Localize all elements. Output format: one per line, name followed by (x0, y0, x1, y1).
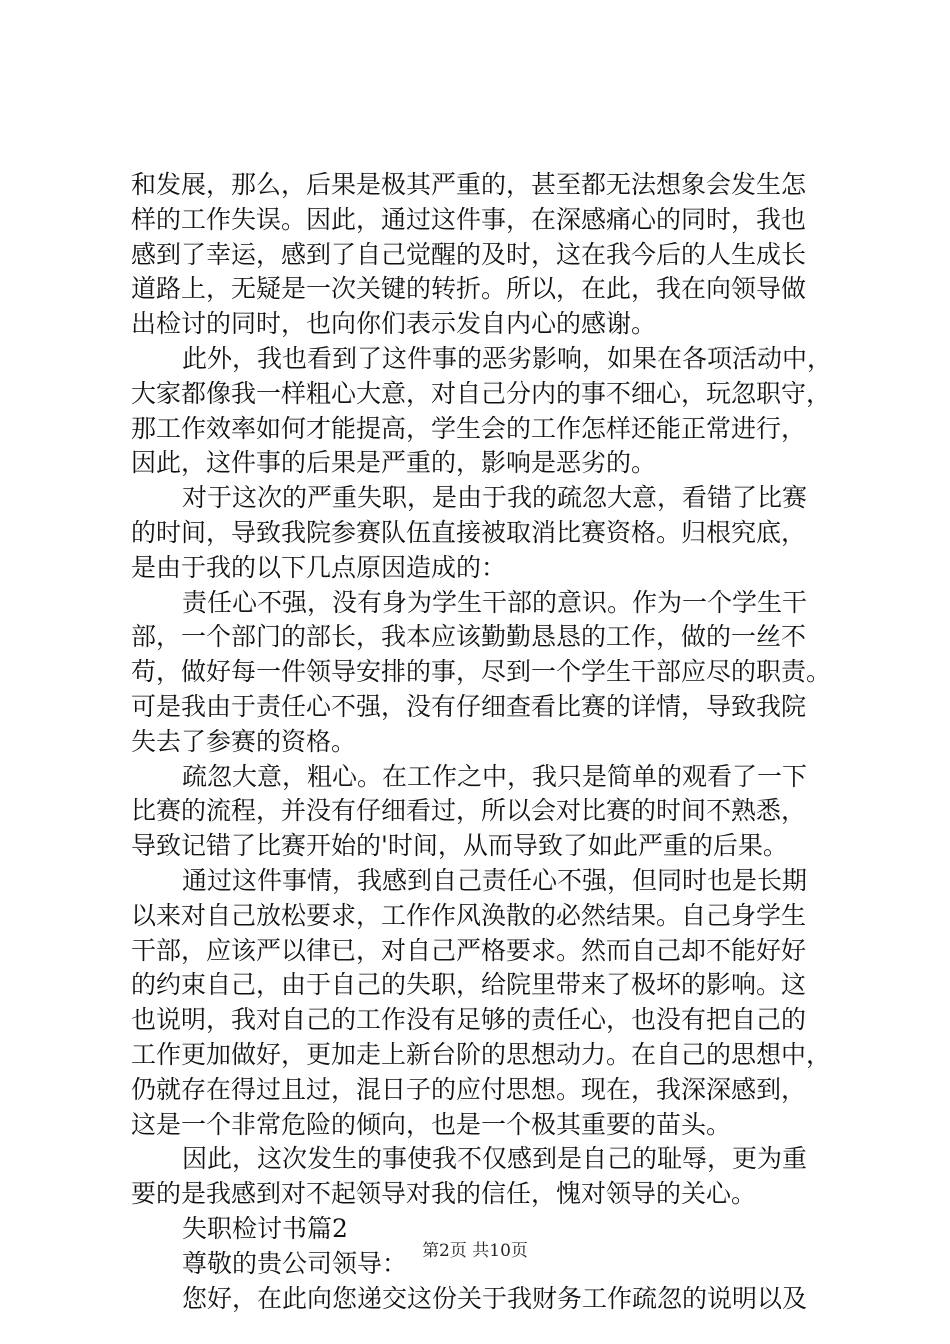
text-line: 要的是我感到对不起领导对我的信任，愧对领导的关心。 (131, 1179, 757, 1209)
document-body (131, 168, 831, 1316)
text-line: 部，一个部门的部长，我本应该勤勤恳恳的工作，做的一丝不 (131, 622, 807, 652)
text-line: 比赛的流程，并没有仔细看过，所以会对比赛的时间不熟悉， (131, 796, 807, 826)
text-line: 感到了幸运，感到了自己觉醒的及时，这在我今后的人生成长 (131, 239, 807, 269)
text-line: 大家都像我一样粗心大意，对自己分内的事不细心，玩忽职守， (131, 378, 832, 408)
text-line: 苟，做好每一件领导安排的事，尽到一个学生干部应尽的职责。 (131, 657, 832, 687)
text-line: 和发展，那么，后果是极其严重的，甚至都无法想象会发生怎 (131, 170, 807, 199)
paragraph-start-line: 对于这次的严重失职，是由于我的疏忽大意，看错了比赛 (182, 483, 808, 513)
text-line: 的时间，导致我院参赛队伍直接被取消比赛资格。归根究底， (131, 517, 807, 547)
salutation-line: 尊敬的贵公司领导： (182, 1248, 408, 1278)
text-line: 工作更加做好，更加走上新台阶的思想动力。在自己的思想中， (131, 1039, 832, 1069)
text-line: 的约束自己，由于自己的失职，给院里带来了极坏的影响。这 (131, 970, 807, 1000)
text-line: 出检讨的同时，也向你们表示发自内心的感谢。 (131, 309, 657, 339)
paragraph-start-line: 通过这件事情，我感到自己责任心不强，但同时也是长期 (182, 865, 808, 895)
text-line: 失去了参赛的资格。 (131, 726, 357, 756)
paragraph-start-line: 此外，我也看到了这件事的恶劣影响，如果在各项活动中， (182, 343, 833, 373)
paragraph-start-line: 您好，在此向您递交这份关于我财务工作疏忽的说明以及 (182, 1283, 808, 1313)
text-line: 可是我由于责任心不强，没有仔细查看比赛的详情，导致我院 (131, 691, 807, 721)
text-line: 因此，这件事的后果是严重的，影响是恶劣的。 (131, 448, 657, 478)
text-line: 是由于我的以下几点原因造成的： (131, 552, 507, 582)
text-line: 仍就存在得过且过，混日子的应付思想。现在，我深深感到， (131, 1074, 807, 1104)
text-line: 那工作效率如何才能提高，学生会的工作怎样还能正常进行， (131, 413, 807, 443)
paragraph-start-line: 疏忽大意，粗心。在工作之中，我只是简单的观看了一下 (182, 761, 808, 791)
paragraph-start-line: 因此，这次发生的事使我不仅感到是自己的耻辱，更为重 (182, 1144, 808, 1174)
section-heading: 失职检讨书篇2 (182, 1213, 348, 1243)
paragraph-start-line: 责任心不强，没有身为学生干部的意识。作为一个学生干 (182, 587, 808, 617)
text-line: 也说明，我对自己的工作没有足够的责任心，也没有把自己的 (131, 1005, 807, 1035)
text-line: 干部，应该严以律已，对自己严格要求。然而自己却不能好好 (131, 935, 807, 965)
text-line: 样的工作失误。因此，通过这件事，在深感痛心的同时，我也 (131, 204, 807, 234)
text-line: 导致记错了比赛开始的'时间，从而导致了如此严重的后果。 (131, 831, 788, 861)
text-line: 道路上，无疑是一次关键的转折。所以，在此，我在向领导做 (131, 274, 807, 304)
text-line: 以来对自己放松要求，工作作风涣散的必然结果。自己身学生 (131, 900, 807, 930)
page-number-footer: 第2页 共10页 (422, 1241, 528, 1261)
text-line: 这是一个非常危险的倾向，也是一个极其重要的苗头。 (131, 1109, 732, 1139)
